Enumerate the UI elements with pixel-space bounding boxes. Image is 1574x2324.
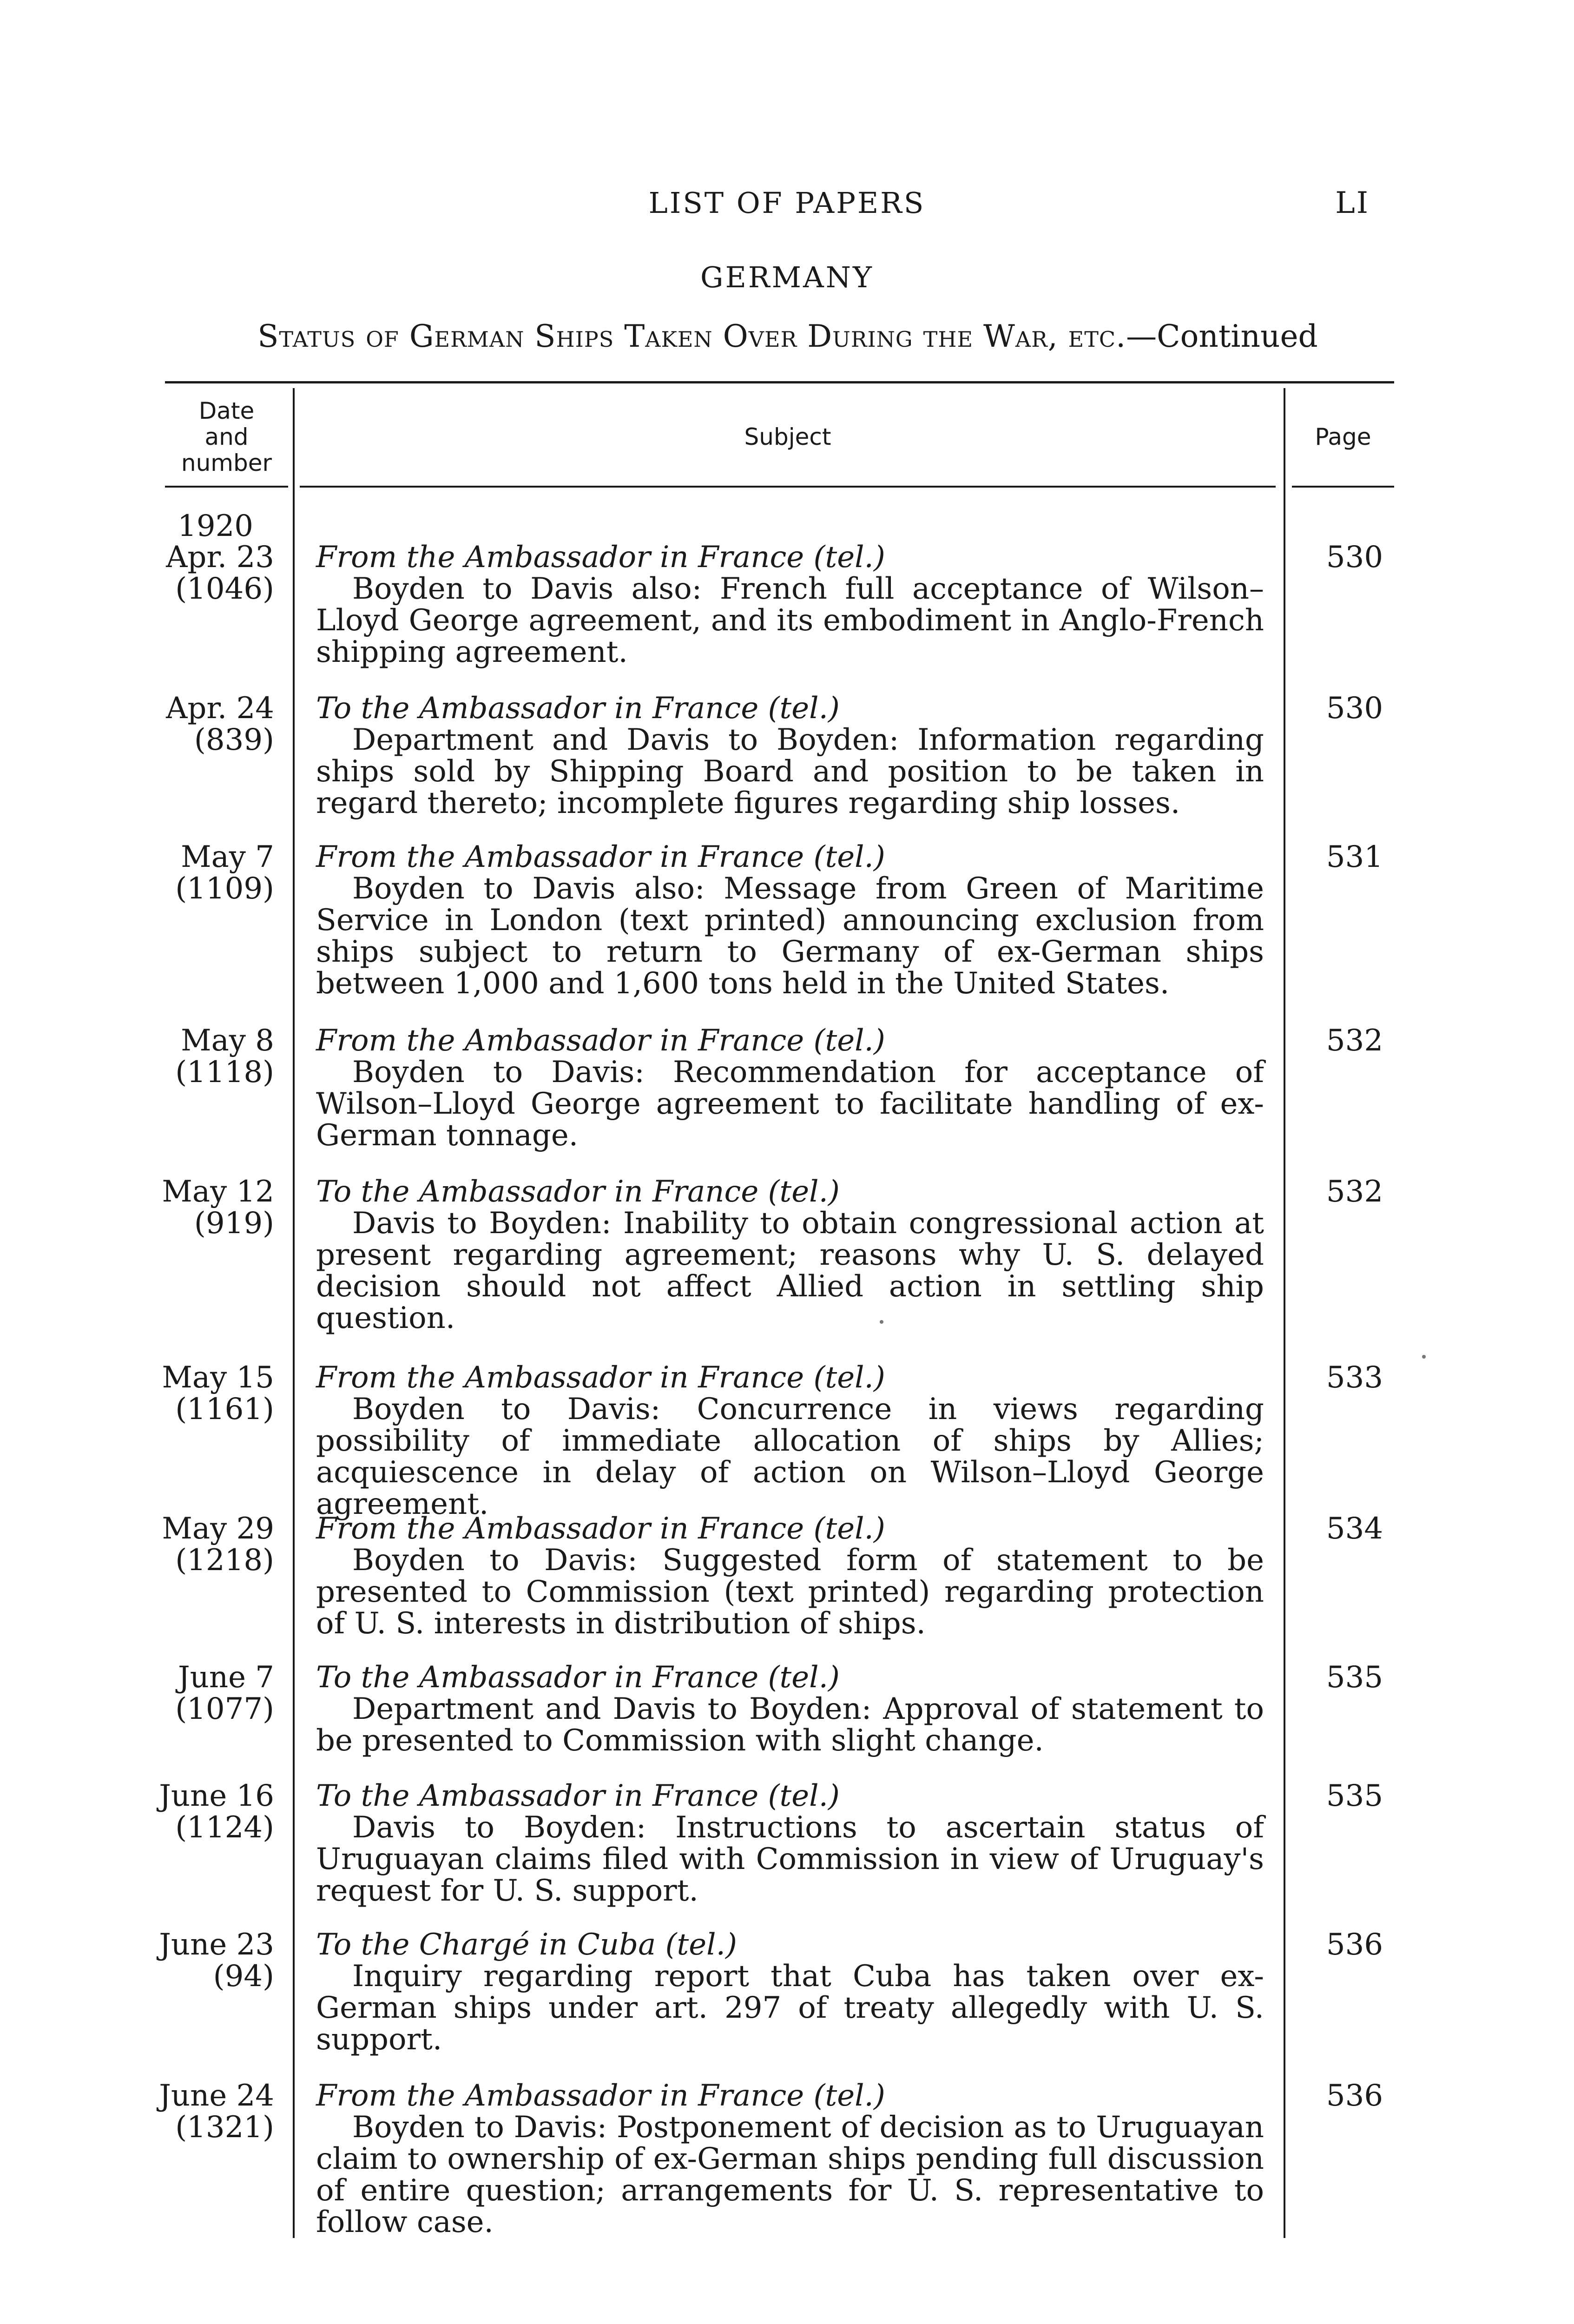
entry-body: Boyden to Davis: Suggested form of statement to be presented to Commission (text printed) regarding protection of U. S. interests in distribution of ships. — [316, 1543, 1264, 1641]
entry-date-text: May 7 — [181, 840, 274, 874]
entry-date — [153, 1513, 274, 1576]
section-title-suffix: —Continued — [1126, 318, 1318, 354]
entry-date — [153, 1780, 274, 1843]
entry-number: (94) — [213, 1959, 274, 1994]
entry-body: Department and Davis to Boyden: Approval of statement to be presented to Commission with slight change. — [316, 1692, 1264, 1758]
entry-heading: To the Chargé in Cuba (tel.) — [316, 1928, 737, 1962]
section-title-main: Status of German Ships Taken Over During the War, etc. — [257, 318, 1126, 354]
entry-date — [153, 2080, 274, 2143]
entry-date — [153, 1362, 274, 1425]
entry-body: Davis to Boyden: Instructions to ascertain status of Uruguayan claims filed with Commission in view of Uruguay's request for U. S. support. — [316, 1810, 1264, 1908]
entry-subject — [316, 1025, 1264, 1151]
entry-date-text: June 23 — [159, 1928, 274, 1962]
entry-body: Inquiry regarding report that Cuba has taken over ex-German ships under art. 297 of treaty allegedly with U. S. support. — [316, 1959, 1264, 2057]
entry-subject — [316, 1176, 1264, 1334]
entry-date — [153, 693, 274, 756]
entry-date — [153, 1025, 274, 1088]
entry-subject — [316, 541, 1264, 668]
entry-body: Boyden to Davis also: French full acceptance of Wilson–Lloyd George agreement, and its embodiment in Anglo-French shipping agreement. — [316, 572, 1264, 669]
entry-date-text: Apr. 24 — [166, 691, 274, 726]
entry-page: 533 — [1326, 1360, 1383, 1395]
entry-page: 535 — [1326, 1779, 1383, 1813]
running-head — [0, 186, 1574, 223]
entry-subject — [316, 693, 1264, 819]
entry-date-text: Apr. 23 — [166, 540, 274, 574]
entry-number: (1124) — [175, 1810, 274, 1845]
year-label: 1920 — [178, 509, 253, 543]
table-top-rule — [165, 381, 1394, 383]
entry-heading: To the Ambassador in France (tel.) — [316, 691, 840, 726]
section-title — [191, 318, 1385, 354]
column-divider-left — [293, 388, 295, 2238]
page-number: LI — [1335, 186, 1370, 220]
entry-body: Davis to Boyden: Inability to obtain congressional action at present regarding agreement; reasons why U. S. delayed decision should not affect Allied action in settling ship question. — [316, 1206, 1264, 1335]
entry-date-text: June 7 — [178, 1660, 274, 1695]
entry-number: (1161) — [175, 1392, 274, 1426]
entry-date-text: May 12 — [162, 1175, 274, 1209]
entry-body: Boyden to Davis: Postponement of decision as to Uruguayan claim to ownership of ex-German ships pending full discussion of entire question; arrangements for U. S. representative to follow case. — [316, 2110, 1264, 2239]
entry-subject — [316, 1362, 1264, 1520]
entry-date — [153, 841, 274, 905]
entry-body: Boyden to Davis also: Message from Green of Maritime Service in London (text printed) announcing exclusion from ships subject to return to Germany of ex-German ships between 1,000 and 1,600 tons held in the United States. — [316, 872, 1264, 1001]
entry-heading: To the Ambassador in France (tel.) — [316, 1660, 840, 1695]
entry-heading: From the Ambassador in France (tel.) — [316, 1023, 885, 1058]
entry-subject — [316, 1929, 1264, 2055]
entry-date — [153, 541, 274, 605]
entry-number: (1077) — [175, 1692, 274, 1726]
entry-heading: To the Ambassador in France (tel.) — [316, 1175, 840, 1209]
entry-body: Department and Davis to Boyden: Information regarding ships sold by Shipping Board and position to be taken in regard thereto; incomplete figures regarding ship losses. — [316, 723, 1264, 820]
column-header-subject — [300, 388, 1276, 488]
entry-number: (1046) — [175, 572, 274, 606]
entry-page: 530 — [1326, 691, 1383, 726]
entry-page: 531 — [1326, 840, 1383, 874]
entry-heading: From the Ambassador in France (tel.) — [316, 840, 885, 874]
entry-body: Boyden to Davis: Recommendation for acceptance of Wilson–Lloyd George agreement to facilitate handling of ex-German tonnage. — [316, 1055, 1264, 1153]
column-header-subject-label: Subject — [744, 423, 831, 450]
entry-number: (1218) — [175, 1543, 274, 1578]
entry-date-text: May 29 — [162, 1512, 274, 1546]
running-head-title: LIST OF PAPERS — [648, 186, 926, 220]
entry-heading: From the Ambassador in France (tel.) — [316, 1512, 885, 1546]
column-header-page — [1292, 388, 1394, 488]
entry-subject — [316, 1662, 1264, 1756]
entry-number: (919) — [194, 1206, 274, 1241]
entry-date-text: May 15 — [162, 1360, 274, 1395]
entry-page: 532 — [1326, 1023, 1383, 1058]
column-divider-right — [1284, 388, 1285, 2238]
entry-date-text: May 8 — [181, 1023, 274, 1058]
entry-date — [153, 1929, 274, 1992]
entry-date-text: June 24 — [159, 2079, 274, 2113]
entry-number: (839) — [194, 723, 274, 757]
column-header-page-label: Page — [1315, 423, 1371, 450]
entry-subject — [316, 1780, 1264, 1907]
entry-body: Boyden to Davis: Concurrence in views regarding possibility of immediate allocation of ships by Allies; acquiescence in delay of action on Wilson–Lloyd George agreement. — [316, 1392, 1264, 1521]
entry-date — [153, 1662, 274, 1725]
entry-number: (1118) — [175, 1055, 274, 1089]
entry-page: 532 — [1326, 1175, 1383, 1209]
entry-subject — [316, 841, 1264, 999]
entry-subject — [316, 1513, 1264, 1639]
entry-heading: From the Ambassador in France (tel.) — [316, 2079, 885, 2113]
entry-date — [153, 1176, 274, 1239]
entry-page: 536 — [1326, 1928, 1383, 1962]
entry-page: 534 — [1326, 1512, 1383, 1546]
entry-heading: To the Ambassador in France (tel.) — [316, 1779, 840, 1813]
entry-subject — [316, 2080, 1264, 2238]
entry-heading: From the Ambassador in France (tel.) — [316, 540, 885, 574]
column-header-date — [165, 388, 288, 488]
entry-heading: From the Ambassador in France (tel.) — [316, 1360, 885, 1395]
entry-page: 530 — [1326, 540, 1383, 574]
entry-date-text: June 16 — [159, 1779, 274, 1813]
entry-number: (1109) — [175, 872, 274, 906]
country-heading: GERMANY — [700, 260, 874, 294]
column-header-date-label: Date and number — [181, 397, 272, 476]
entry-number: (1321) — [175, 2110, 274, 2145]
entry-page: 536 — [1326, 2079, 1383, 2113]
margin-mark — [880, 1320, 883, 1324]
entry-page: 535 — [1326, 1660, 1383, 1695]
margin-mark — [1422, 1355, 1426, 1359]
